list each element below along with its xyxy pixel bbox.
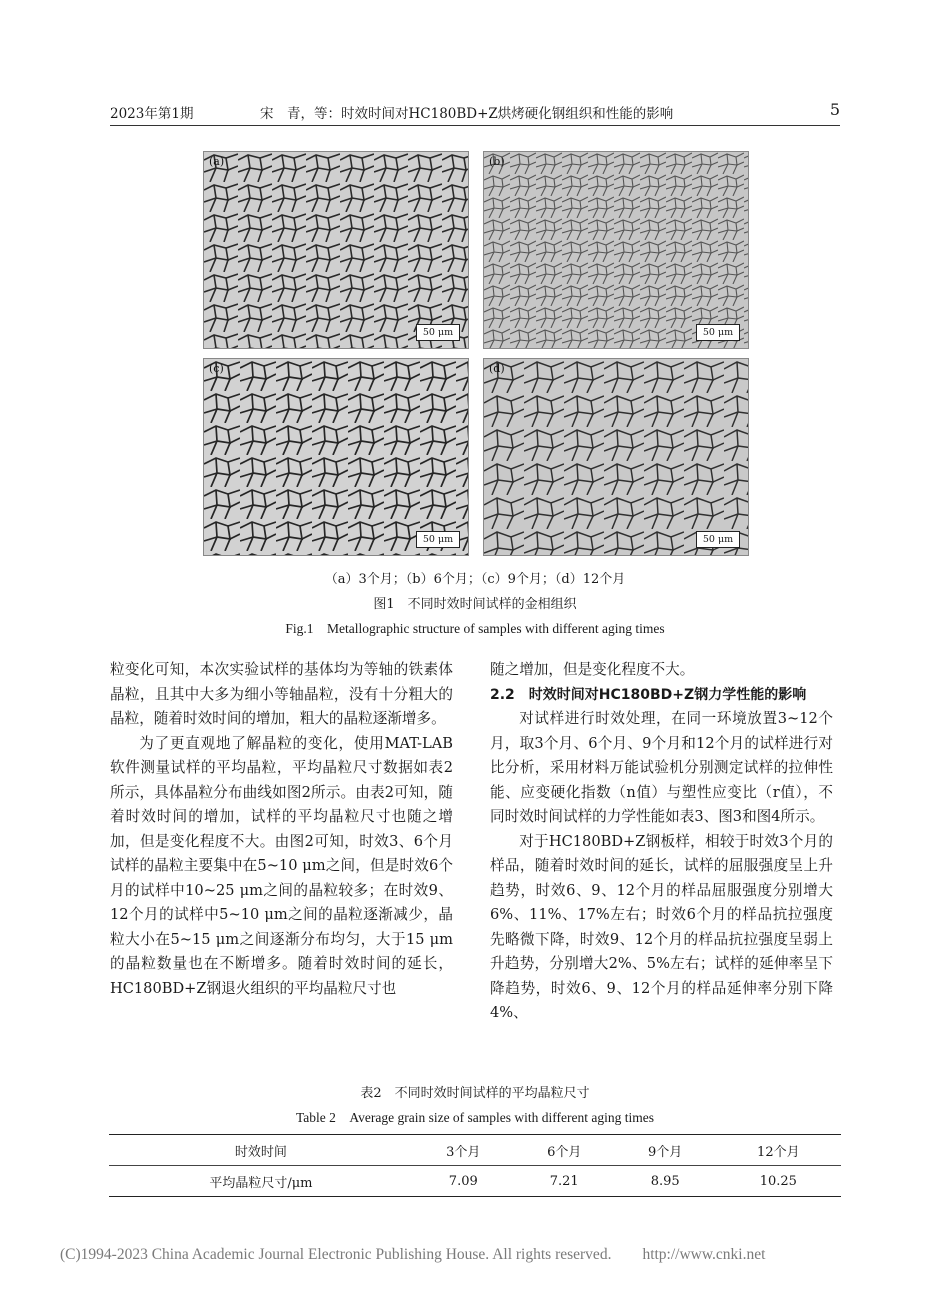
- paragraph: 为了更直观地了解晶粒的变化，使用MAT-LAB软件测量试样的平均晶粒，平均晶粒尺寸数据如表2所示，具体晶粒分布曲线如图2所示。由表2可知，随着时效时间的增加，试样的平均晶粒尺寸也随之增加，但是变化程度不大。由图2可知，时效3、6个月试样的晶粒主要集中在5~10 μm之间，但是时效6个月的试样中10~25 μm之间的晶粒较多；在时效9、12个月的试样中5~10 μm之间的晶粒逐渐减少，晶粒大小在5~15 μm之间逐渐分布均匀，大于15 μm的晶粒数量也在不断增多。随着时效时间的延长，HC180BD+Z钢退火组织的平均晶粒尺寸也: [110, 734, 453, 997]
- micrograph-c: [203, 358, 469, 556]
- paragraph: 粒变化可知，本次实验试样的基体均为等轴的铁素体晶粒，且其中大多为细小等轴晶粒，没有十分粗大的晶粒，随着时效时间的增加，粗大的晶粒逐渐增多。: [110, 661, 453, 727]
- panel-label-a: (a): [209, 155, 225, 168]
- scale-bar-c: 50 μm: [416, 531, 460, 548]
- table-caption-cn: 表2 不同时效时间试样的平均晶粒尺寸: [360, 1086, 590, 1101]
- page-number: 5: [829, 100, 840, 119]
- article-running-title: 宋 青，等：时效时间对HC180BD+Z烘烤硬化钢组织和性能的影响: [260, 106, 674, 122]
- table-header-cell: 12个月: [716, 1135, 841, 1166]
- scale-bar-d: 50 μm: [696, 531, 740, 548]
- table-header-cell: 9个月: [615, 1135, 716, 1166]
- paragraph: 对试样进行时效处理，在同一环境放置3~12个月，取3个月、6个月、9个月和12个月的试样进行对比分析，采用材料万能试验机分别测定试样的拉伸性能、应变硬化指数（n值）与塑性应变比（r值），不同时效时间试样的力学性能如表3、图3和图4所示。: [490, 710, 833, 825]
- table-row: [109, 1166, 841, 1197]
- paragraph: 对于HC180BD+Z钢板样，相较于时效3个月的样品，随着时效时间的延长，试样的屈服强度呈上升趋势，时效6、9、12个月的样品屈服强度分别增大6%、11%、17%左右；时效6个月的样品抗拉强度先略微下降，时效9、12个月的样品抗拉强度呈弱上升趋势，分别增大2%、5%左右；试样的延伸率呈下降趋势，时效6、9、12个月的样品延伸率分别下降4%、: [490, 832, 833, 1021]
- scale-bar-a: 50 μm: [416, 324, 460, 341]
- figure-caption-en: Fig.1 Metallographic structure of samples with different aging times: [285, 621, 665, 636]
- table-cell: 平均晶粒尺寸/μm: [109, 1166, 413, 1197]
- table-cell: 7.09: [413, 1166, 514, 1197]
- grain-image-b: [484, 152, 748, 348]
- section-heading: 2.2 时效时间对HC180BD+Z钢力学性能的影响: [490, 686, 807, 703]
- paragraph: 随之增加，但是变化程度不大。: [490, 661, 695, 678]
- copyright-footer: (C)1994-2023 China Academic Journal Electronic Publishing House. All rights reserved. http://www.cnki.net: [60, 1246, 766, 1263]
- running-header: [110, 100, 840, 124]
- micrograph-d: [483, 358, 749, 556]
- table-cell: 10.25: [716, 1166, 841, 1197]
- table-header-cell: 6个月: [514, 1135, 615, 1166]
- table-caption-en: Table 2 Average grain size of samples with different aging times: [295, 1110, 655, 1125]
- panel-label-b: (b): [489, 155, 505, 168]
- grain-size-table: [109, 1134, 841, 1197]
- figure-caption-cn: 图1 不同时效时间试样的金相组织: [373, 597, 577, 612]
- panel-label-d: (d): [489, 362, 505, 375]
- panel-label-c: (c): [209, 362, 224, 375]
- table-cell: 8.95: [615, 1166, 716, 1197]
- table-header-row: [109, 1135, 841, 1166]
- micrograph-a: [203, 151, 469, 349]
- right-column: [490, 658, 833, 1026]
- scale-bar-b: 50 μm: [696, 324, 740, 341]
- micrograph-b: [483, 151, 749, 349]
- header-rule: [110, 125, 840, 126]
- journal-issue: 2023年第1期: [110, 106, 194, 122]
- figure-subcaption: （a）3个月；（b）6个月；（c）9个月；（d）12个月: [324, 572, 626, 587]
- grain-image-a: [204, 152, 468, 348]
- table-header-cell: 3个月: [413, 1135, 514, 1166]
- grain-image-d: [484, 359, 748, 555]
- grain-image-c: [204, 359, 468, 555]
- table-cell: 7.21: [514, 1166, 615, 1197]
- table-header-cell: 时效时间: [109, 1135, 413, 1166]
- left-column: [110, 658, 453, 1001]
